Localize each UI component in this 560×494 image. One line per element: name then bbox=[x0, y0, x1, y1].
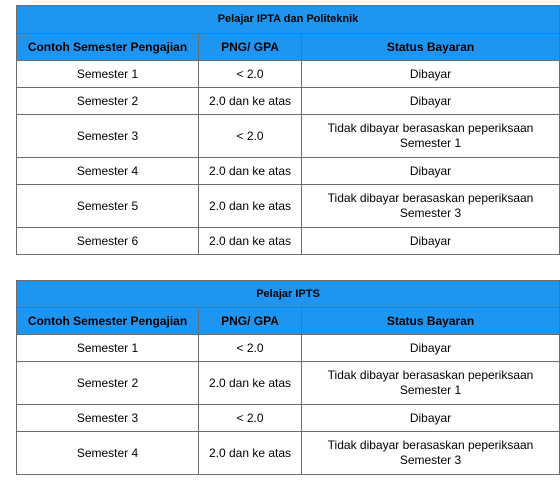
table-row bbox=[17, 405, 560, 432]
table-title: Pelajar IPTS bbox=[17, 281, 560, 308]
table-row bbox=[17, 362, 560, 405]
table-row bbox=[17, 335, 560, 362]
semester-cell: Semester 6 bbox=[17, 228, 199, 255]
gpa-cell: 2.0 dan ke atas bbox=[199, 362, 302, 405]
gpa-cell: < 2.0 bbox=[199, 335, 302, 362]
semester-cell: Semester 3 bbox=[17, 115, 199, 158]
semester-cell: Semester 2 bbox=[17, 88, 199, 115]
status-cell: Dibayar bbox=[302, 88, 560, 115]
column-header-semester: Contoh Semester Pengajian bbox=[17, 34, 199, 61]
semester-cell: Semester 1 bbox=[17, 61, 199, 88]
status-cell: Dibayar bbox=[302, 228, 560, 255]
semester-cell: Semester 4 bbox=[17, 432, 199, 475]
semester-cell: Semester 1 bbox=[17, 335, 199, 362]
status-cell: Dibayar bbox=[302, 405, 560, 432]
gpa-cell: 2.0 dan ke atas bbox=[199, 185, 302, 228]
table-row bbox=[17, 432, 560, 475]
table-ipts bbox=[16, 280, 560, 475]
gpa-cell: < 2.0 bbox=[199, 405, 302, 432]
table-ipta-politeknik bbox=[16, 5, 560, 255]
gpa-cell: < 2.0 bbox=[199, 115, 302, 158]
column-header-semester: Contoh Semester Pengajian bbox=[17, 308, 199, 335]
status-cell: Dibayar bbox=[302, 335, 560, 362]
status-cell: Dibayar bbox=[302, 158, 560, 185]
status-cell: Dibayar bbox=[302, 61, 560, 88]
gpa-cell: < 2.0 bbox=[199, 61, 302, 88]
status-cell: Tidak dibayar berasaskan peperiksaan Semester 1 bbox=[302, 362, 560, 405]
table-row bbox=[17, 185, 560, 228]
gpa-cell: 2.0 dan ke atas bbox=[199, 88, 302, 115]
semester-cell: Semester 2 bbox=[17, 362, 199, 405]
semester-cell: Semester 4 bbox=[17, 158, 199, 185]
gpa-cell: 2.0 dan ke atas bbox=[199, 158, 302, 185]
column-header-status: Status Bayaran bbox=[302, 308, 560, 335]
column-header-gpa: PNG/ GPA bbox=[199, 308, 302, 335]
table-row bbox=[17, 115, 560, 158]
semester-cell: Semester 5 bbox=[17, 185, 199, 228]
gpa-cell: 2.0 dan ke atas bbox=[199, 228, 302, 255]
table-row bbox=[17, 158, 560, 185]
status-cell: Tidak dibayar berasaskan peperiksaan Semester 1 bbox=[302, 115, 560, 158]
table-row bbox=[17, 228, 560, 255]
table-row bbox=[17, 61, 560, 88]
column-header-gpa: PNG/ GPA bbox=[199, 34, 302, 61]
status-cell: Tidak dibayar berasaskan peperiksaan Semester 3 bbox=[302, 185, 560, 228]
gpa-cell: 2.0 dan ke atas bbox=[199, 432, 302, 475]
status-cell: Tidak dibayar berasaskan peperiksaan Semester 3 bbox=[302, 432, 560, 475]
column-header-status: Status Bayaran bbox=[302, 34, 560, 61]
table-row bbox=[17, 88, 560, 115]
semester-cell: Semester 3 bbox=[17, 405, 199, 432]
table-title: Pelajar IPTA dan Politeknik bbox=[17, 6, 560, 34]
